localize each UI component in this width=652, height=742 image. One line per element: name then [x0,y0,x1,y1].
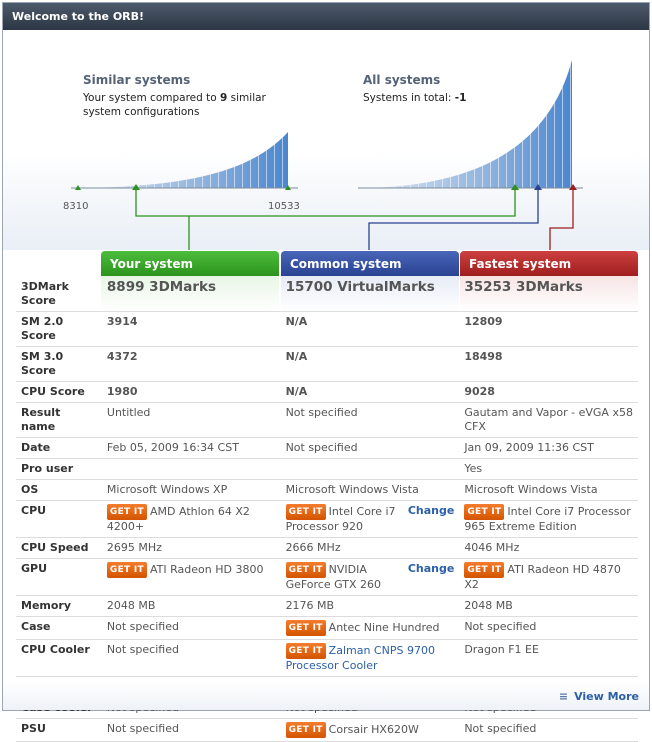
cell [102,459,281,480]
all-count: -1 [454,92,467,104]
cell: Microsoft Windows Vista [281,480,460,501]
list-icon: ≡ [558,690,569,703]
cell: 12809 [459,312,638,347]
cell: 9028 [459,382,638,403]
table-row [16,382,638,403]
similar-systems-title: Similar systems [83,73,191,87]
comparison-table [16,277,638,742]
get-it-button[interactable]: GET IT [286,504,326,520]
common-score: 15700 VirtualMarks [281,277,460,312]
table-row [16,347,638,382]
get-it-button[interactable]: GET IT [286,620,326,636]
row-label: Date [16,438,102,459]
similar-axis-min: 8310 [63,201,89,212]
cell [281,640,460,677]
cell: N/A [281,312,460,347]
get-it-button[interactable]: GET IT [286,643,326,659]
cell: Not specified [281,403,460,438]
table-row [16,312,638,347]
change-link[interactable]: Change [407,504,455,517]
distribution-graphs-svg [3,30,649,250]
row-label: CPU Speed [16,538,102,559]
row-label: CPU Cooler [16,640,102,677]
cell: Not specified [459,719,638,742]
row-label: CPU Score [16,382,102,403]
table-row [16,538,638,559]
common-system-header: Common system [281,251,459,276]
cell: Dragon F1 EE [459,640,638,677]
footer [3,682,649,710]
cell: GET IT Corsair HX620W [281,719,460,742]
row-label: OS [16,480,102,501]
table-row [16,596,638,617]
fastest-connector-line [550,190,573,250]
table-row [16,719,638,742]
table-row [16,617,638,640]
get-it-button[interactable]: GET IT [286,562,326,578]
similar-systems-curve [71,132,298,188]
cell: GET IT Intel Core i7 Processor 965 Extreme Edition [459,501,638,538]
row-label: PSU [16,719,102,742]
cell: 18498 [459,347,638,382]
cell: Gautam and Vapor - eVGA x58 CFX [459,403,638,438]
cell: 2176 MB [281,596,460,617]
cell: Change GET IT Intel Core i7 Processor 920 [281,501,460,538]
cell: Not specified [459,617,638,640]
cell: Not specified [281,438,460,459]
cell: Not specified [102,719,281,742]
your-score: 8899 3DMarks [102,277,281,312]
row-label: Case [16,617,102,640]
cell: 4046 MHz [459,538,638,559]
your-connector-line [136,190,515,216]
row-label: Memory [16,596,102,617]
cell: Jan 09, 2009 11:36 CST [459,438,638,459]
cell: Microsoft Windows XP [102,480,281,501]
table-row [16,459,638,480]
similar-systems-desc: Your system compared to 9 similar system configurations [83,92,266,118]
similar-count: 9 [220,92,228,104]
table-row [16,640,638,677]
cell: GET IT ATI Radeon HD 3800 [102,559,281,596]
get-it-button[interactable]: GET IT [107,504,147,520]
fastest-system-header: Fastest system [460,251,638,276]
table-row [16,277,638,312]
fastest-score: 35253 3DMarks [459,277,638,312]
cell: Feb 05, 2009 16:34 CST [102,438,281,459]
row-label: GPU [16,559,102,596]
view-more-link[interactable]: ≡ View More [558,690,639,703]
row-label: Result name [16,403,102,438]
orb-window [2,2,650,736]
cell: 2048 MB [459,596,638,617]
row-label: SM 2.0 Score [16,312,102,347]
cell: GET IT ATI Radeon HD 4870 X2 [459,559,638,596]
cell: GET IT Antec Nine Hundred [281,617,460,640]
cell: 3914 [102,312,281,347]
get-it-button[interactable]: GET IT [107,562,147,578]
cell: Not specified [102,617,281,640]
distribution-graphs [3,30,649,250]
cell: 1980 [102,382,281,403]
cell: GET IT AMD Athlon 64 X2 4200+ [102,501,281,538]
all-systems-title: All systems [363,73,441,87]
get-it-button[interactable]: GET IT [464,504,504,520]
change-link[interactable]: Change [407,562,455,575]
table-row [16,480,638,501]
all-systems-desc: Systems in total: -1 [363,92,467,104]
cell: Not specified [102,640,281,677]
cell: 2695 MHz [102,538,281,559]
product-link[interactable]: Zalman CNPS 9700 Processor Cooler [285,644,435,672]
cell: N/A [281,347,460,382]
row-label: Pro user [16,459,102,480]
cell: 2048 MB [102,596,281,617]
your-system-header: Your system [101,251,279,276]
common-connector-line [369,190,538,250]
cell: 2666 MHz [281,538,460,559]
row-label: 3DMark Score [16,277,102,312]
row-label: CPU [16,501,102,538]
window-title: Welcome to the ORB! [3,3,649,30]
cell: Yes [459,459,638,480]
cell: Change GET IT NVIDIA GeForce GTX 260 [281,559,460,596]
table-row [16,559,638,596]
row-label: SM 3.0 Score [16,347,102,382]
cell: 4372 [102,347,281,382]
cell: Untitled [102,403,281,438]
table-row [16,438,638,459]
cell: Microsoft Windows Vista [459,480,638,501]
get-it-button[interactable]: GET IT [286,722,326,738]
table-row [16,501,638,538]
table-row [16,403,638,438]
get-it-button[interactable]: GET IT [464,562,504,578]
similar-axis-max: 10533 [268,201,300,212]
cell [281,459,460,480]
cell: N/A [281,382,460,403]
